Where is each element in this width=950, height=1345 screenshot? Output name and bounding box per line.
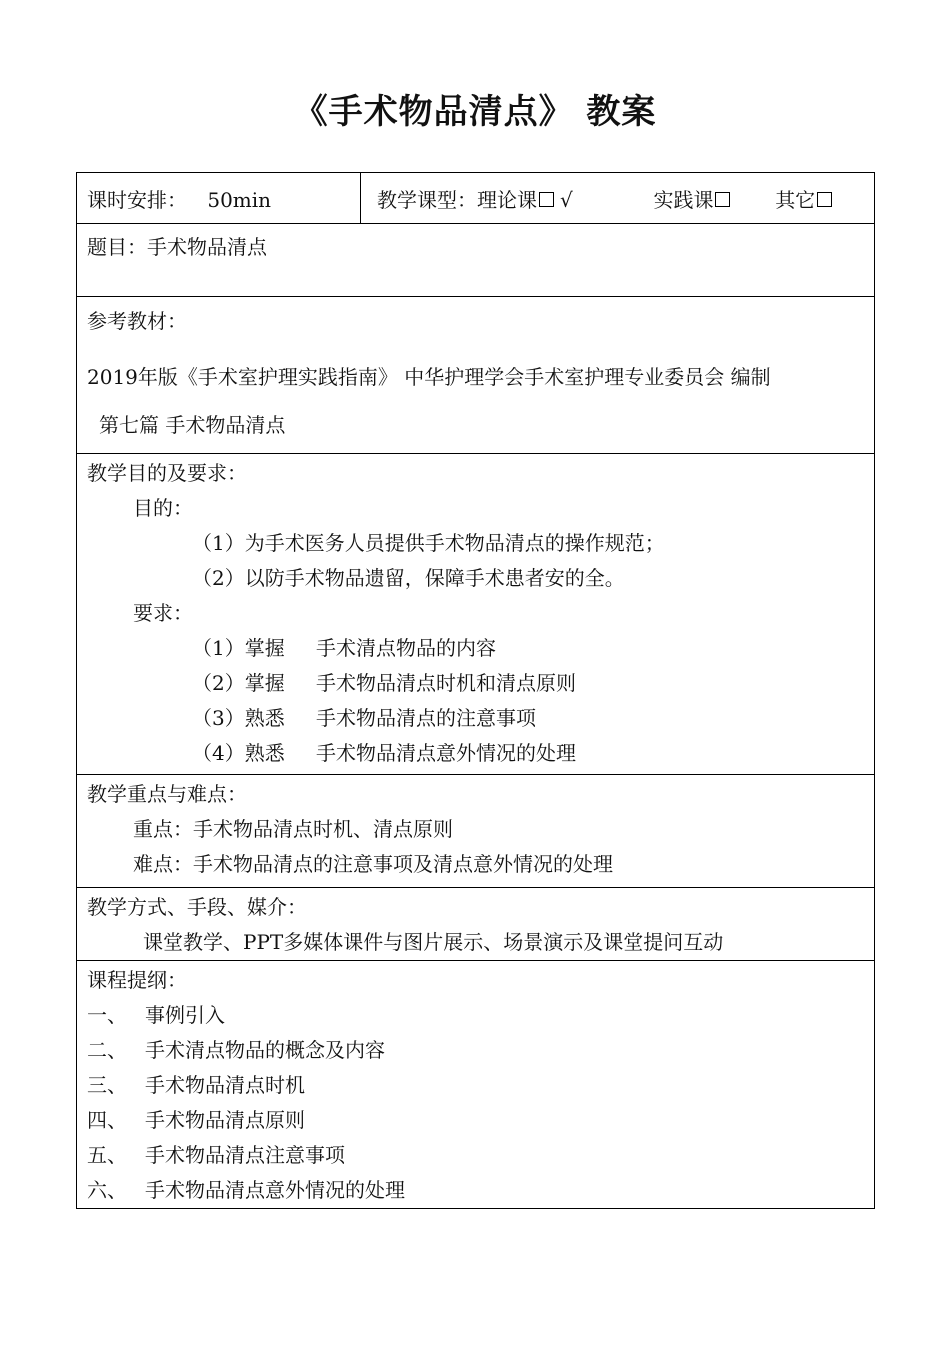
course-type-label: 教学课型： [377,187,477,212]
key-points-cell [77,775,875,888]
requirements-label: 要求： [133,601,193,625]
reference-cell [77,297,875,454]
lesson-plan-table [76,172,875,1209]
option-practice-checkbox[interactable] [715,192,730,207]
methods-cell [77,888,875,961]
row-topic [77,224,875,297]
requirement-item: （2）掌握 手术物品清点时机和清点原则 [192,671,576,695]
requirement-item: （3）熟悉 手术物品清点的注意事项 [192,706,536,730]
topic-label: 题目： [87,235,147,259]
outline-item: 二、 手术清点物品的概念及内容 [87,1038,385,1062]
document-title: 《手术物品清点》 教案 [293,92,657,132]
outline-item: 五、 手术物品清点注意事项 [87,1143,345,1167]
schedule-value: 50min [207,187,272,212]
focus-point: 重点：手术物品清点时机、清点原则 [133,817,453,841]
course-type-cell [361,173,875,224]
reference-book: 2019年版《手术室护理实践指南》 中华护理学会手术室护理专业委员会 编制 [87,365,771,389]
option-other-label: 其它 [775,187,816,212]
outline-label: 课程提纲： [87,968,187,992]
schedule-cell [77,173,361,224]
reference-label: 参考教材： [87,309,187,333]
requirement-item: （1）掌握 手术清点物品的内容 [192,636,496,660]
outline-item: 一、 事例引入 [87,1003,225,1027]
outline-item: 三、 手术物品清点时机 [87,1073,305,1097]
schedule-label: 课时安排： [87,187,187,212]
row-schedule [77,173,875,224]
row-key-points [77,775,875,888]
purpose-item: （1）为手术医务人员提供手术物品清点的操作规范； [192,531,665,555]
objectives-cell [77,454,875,775]
row-outline [77,961,875,1209]
outline-item: 四、 手术物品清点原则 [87,1108,305,1132]
purpose-item: （2）以防手术物品遗留，保障手术患者安的全。 [192,566,625,590]
row-methods [77,888,875,961]
option-practice-label: 实践课 [653,187,714,212]
row-objectives [77,454,875,775]
difficulty-point: 难点：手术物品清点的注意事项及清点意外情况的处理 [133,852,613,876]
checkmark-icon: √ [560,187,573,212]
key-points-label: 教学重点与难点： [87,782,247,806]
reference-chapter: 第七篇 手术物品清点 [99,413,286,437]
option-theory-label: 理论课 [477,187,537,212]
methods-value: 课堂教学、PPT多媒体课件与图片展示、场景演示及课堂提问互动 [143,930,724,954]
outline-item: 六、 手术物品清点意外情况的处理 [87,1178,405,1202]
requirement-item: （4）熟悉 手术物品清点意外情况的处理 [192,741,576,765]
purpose-label: 目的： [133,496,193,520]
objectives-label: 教学目的及要求： [87,461,247,485]
topic-cell [77,224,875,297]
row-reference [77,297,875,454]
option-theory-checkbox[interactable] [539,192,554,207]
outline-cell [77,961,875,1209]
option-other-checkbox[interactable] [817,192,832,207]
topic-value: 手术物品清点 [147,235,267,259]
methods-label: 教学方式、手段、媒介： [87,895,307,919]
